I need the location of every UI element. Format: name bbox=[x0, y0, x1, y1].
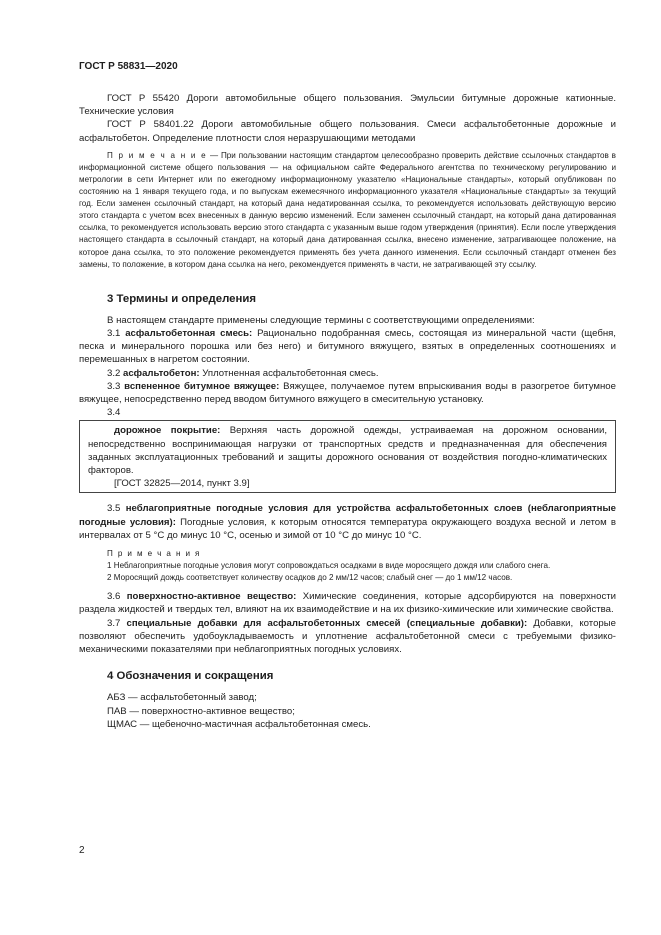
reference-entry: ГОСТ Р 55420 Дороги автомобильные общего пользования. Эмульсии битумные дорожные катионные. Технические условия bbox=[79, 93, 616, 118]
reference-entry: ГОСТ Р 58401.22 Дороги автомобильные общего пользования. Смеси асфальтобетонные дорожные и асфальтобетон. Определение плотности слоя неразрушающими методами bbox=[79, 119, 616, 144]
notes-label: П р и м е ч а н и я bbox=[107, 549, 201, 558]
abbreviation-item: ПАВ — поверхностно-активное вещество; bbox=[107, 705, 295, 717]
page-content bbox=[79, 92, 616, 731]
note-item: 1 Неблагоприятные погодные условия могут сопровождаться осадками в виде моросящего дождя или слабого снега. bbox=[107, 561, 551, 571]
term-definition: Уплотненная асфальтобетонная смесь. bbox=[199, 367, 379, 379]
term-name: неблагоприятные погодные условия для устройства асфальтобетонных слоев (неблагоприятные погодные условия): bbox=[79, 503, 616, 528]
section-4-heading: 4 Обозначения и сокращения bbox=[107, 670, 274, 683]
document-header: ГОСТ Р 58831—2020 bbox=[79, 61, 178, 72]
term-definition: Добавки, которые позволяют обеспечить удобоукладываемость и уплотнение асфальтобетонной смеси с требуемыми физико-механическими показателями при неблагоприятных погодных условиях. bbox=[79, 617, 616, 656]
term-3-6 bbox=[79, 590, 616, 616]
section-3-intro: В настоящем стандарте применены следующие термины с соответствующими определениями: bbox=[107, 314, 535, 326]
term-definition: Химические соединения, которые адсорбируются на поверхности раздела жидкостей и твердых тел, влияют на их взаимодействие и на их физико-химические или химические свойства. bbox=[79, 591, 616, 616]
term-3-5 bbox=[79, 502, 616, 542]
section-3-heading: 3 Термины и определения bbox=[107, 292, 257, 305]
term-number: 3.7 bbox=[107, 617, 127, 629]
term-number: 3.3 bbox=[107, 380, 125, 392]
term-source: [ГОСТ 32825—2014, пункт 3.9] bbox=[114, 478, 250, 490]
term-number: 3.1 bbox=[107, 327, 126, 339]
term-3-4-frame bbox=[79, 420, 616, 493]
term-name: поверхностно-активное вещество: bbox=[126, 591, 297, 603]
reference-note bbox=[79, 150, 616, 271]
term-number: 3.2 bbox=[107, 367, 124, 379]
term-definition: Верхняя часть дорожной одежды, устраиваемая на дорожном основании, непосредственно воспринимающая нагрузки от транспортных средств и предназначенная для обеспечения заданных эксплуатационных требований и защиты дорожного основания от воздействия погодно-климатических факторов. bbox=[88, 425, 608, 476]
term-3-1 bbox=[79, 327, 616, 367]
term-name: асфальтобетонная смесь: bbox=[125, 327, 253, 339]
term-3-3 bbox=[79, 380, 616, 406]
abbreviation-item: АБЗ — асфальтобетонный завод; bbox=[107, 692, 257, 704]
term-definition: Рационально подобранная смесь, состоящая из минеральной части (щебня, песка и минерального порошка или без него) и битумного вяжущего, взятых в определенных соотношениях и перемешанных в нагретом состоянии. bbox=[79, 327, 616, 366]
term-definition: Погодные условия, к которым относятся температура окружающего воздуха весной и летом в интервалах от 5 °С до минус 10 °С, осенью и зимой от 10 °С до минус 10 °С. bbox=[79, 516, 616, 541]
term-3-2 bbox=[79, 367, 616, 380]
term-number: 3.6 bbox=[107, 591, 127, 603]
term-definition: Вяжущее, получаемое путем впрыскивания воды в разогретое битумное вяжущее, непосредственно перед вводом битумного вяжущего в смесительную установку. bbox=[79, 380, 616, 405]
note-item: 2 Моросящий дождь соответствует количеству осадков до 2 мм/12 часов; слабый снег — до 1 мм/12 часов. bbox=[107, 573, 513, 583]
note-text: — При пользовании настоящим стандартом целесообразно проверить действие ссылочных стандартов в информационной системе общего пользования — на официальном сайте Федерального агентства по техническому регулированию и метрологии в сети Интернет или по ежегодному информационному указателю «Национальные стандарты», который опубликован по состоянию на 1 января текущего года, и по выпускам ежемесячного информационного указателя «Национальные стандарты» за текущий год. Если заменен ссылочный стандарт, на который дана недатированная ссылка, то рекомендуется использовать действующую версию этого стандарта с учетом всех внесенных в данную версию изменений. Если заменен ссылочный стандарт, на который дана датированная ссылка, то рекомендуется использовать версию этого стандарта с указанным выше годом утверждения (принятия). Если после утверждения настоящего стандарта в ссылочный стандарт, на который дана датированная ссылка, внесено изменение, затрагивающее положение, на которое дана ссылка, то это положение рекомендуется применять без учета данного изменения. Если ссылочный стандарт отменен без замены, то положение, в котором дана ссылка на него, рекомендуется применять в части, не затрагивающей эту ссылку. bbox=[79, 150, 616, 269]
term-3-4 bbox=[88, 424, 607, 477]
abbreviation-item: ЩМАС — щебеночно-мастичная асфальтобетонная смесь. bbox=[107, 718, 371, 730]
term-name: вспененное битумное вяжущее: bbox=[124, 380, 280, 392]
page-number: 2 bbox=[79, 845, 85, 856]
term-name: специальные добавки для асфальтобетонных смесей (специальные добавки): bbox=[126, 617, 528, 629]
term-name: дорожное покрытие: bbox=[114, 425, 221, 437]
term-name: асфальтобетон: bbox=[123, 367, 200, 379]
note-label: П р и м е ч а н и е bbox=[107, 150, 208, 160]
term-number: 3.5 bbox=[107, 503, 126, 515]
term-3-7 bbox=[79, 617, 616, 657]
term-3-4-number: 3.4 bbox=[107, 407, 121, 419]
